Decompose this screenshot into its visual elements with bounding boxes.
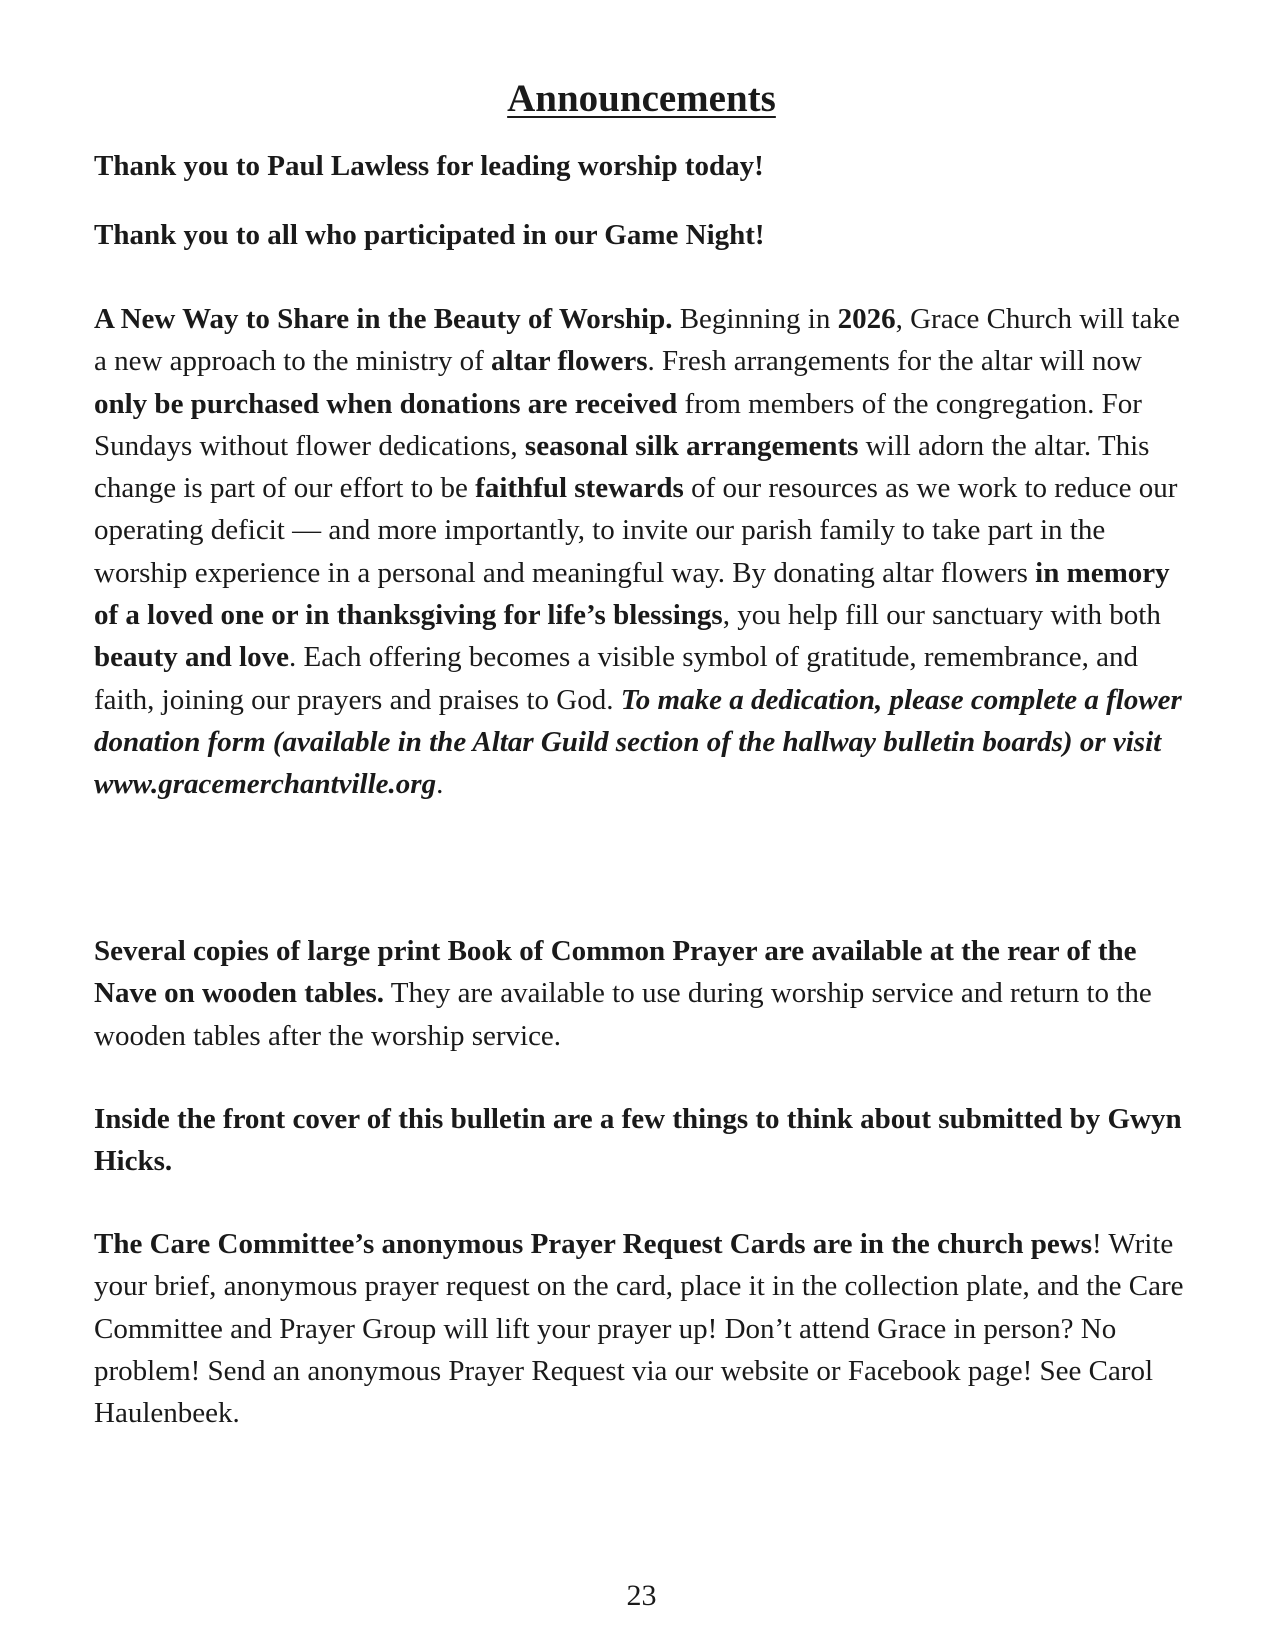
announcement-front-cover: Inside the front cover of this bulletin are a few things to think about submitted by Gwyn Hicks. [94,1103,1182,1178]
flowers-text-9: . [436,768,444,801]
prayer-book-body: They are available to use during worship service and return to the wooden tables after the worship service. [94,977,1152,1052]
flowers-text-8: . Each offering becomes a visible symbol of gratitude, remembrance, and faith, joining our prayers and praises to God. [94,641,1139,716]
flowers-text-2: , Grace Church will take a new approach to the ministry of [94,303,1180,378]
announcement-prayer-cards [94,1223,1189,1434]
announcement-thanks-worship: Thank you to Paul Lawless for leading worship today! [94,150,764,182]
flowers-altar-flowers: altar flowers [491,345,648,378]
flowers-dedication-instructions: To make a dedication, please complete a flower donation form (available in the Altar Guild section of the hallway bulletin boards) or visit www.gracemerchantville.org [94,683,1182,801]
page-number: 23 [626,1579,657,1612]
flowers-heading: A New Way to Share in the Beauty of Worship. [94,303,673,335]
flowers-beauty-love: beauty and love [94,641,289,674]
page-title-text: Announcements [507,77,776,120]
flowers-text-3: . Fresh arrangements for the altar will now [647,345,1142,378]
flowers-text-7: , you help fill our sanctuary with both [722,599,1161,632]
flowers-text-1: Beginning in [672,303,838,335]
prayer-book-heading: Several copies of large print Book of Common Prayer are available at the rear of the Nave on wooden tables. [94,935,1137,1010]
flowers-silk: seasonal silk arrangements [524,429,859,462]
flowers-memory: in memory of a loved one or in thanksgiving for life’s blessings [94,556,1170,632]
prayer-cards-body: ! Write your brief, anonymous prayer request on the card, place it in the collection plate, and the Care Committee and Prayer Group will lift your prayer up! Don’t attend Grace in person? No problem! Send an anonymous Prayer Request via our website or Facebook page! See Carol Haulenbeek. [94,1228,1184,1430]
flowers-text-6: of our resources as we work to reduce our operating deficit — and more importantly, to invite our parish family to take part in the worship experience in a personal and meaningful way. By donating altar flowers [94,472,1178,589]
announcement-altar-flowers [94,298,1189,806]
flowers-text-5: will adorn the altar. This change is part of our effort to be [94,429,1150,505]
page-title [94,76,1189,121]
flowers-year: 2026 [837,303,896,335]
flowers-stewards: faithful stewards [475,472,684,505]
prayer-cards-heading: The Care Committee’s anonymous Prayer Request Cards are in the church pews [94,1228,1093,1260]
flowers-text-4: from members of the congregation. For Sundays without flower dedications, [94,387,1142,462]
announcement-prayer-book [94,930,1189,1057]
announcement-thanks-game-night: Thank you to all who participated in our Game Night! [94,219,765,251]
flowers-only-purchased: only be purchased when donations are received [94,387,678,420]
